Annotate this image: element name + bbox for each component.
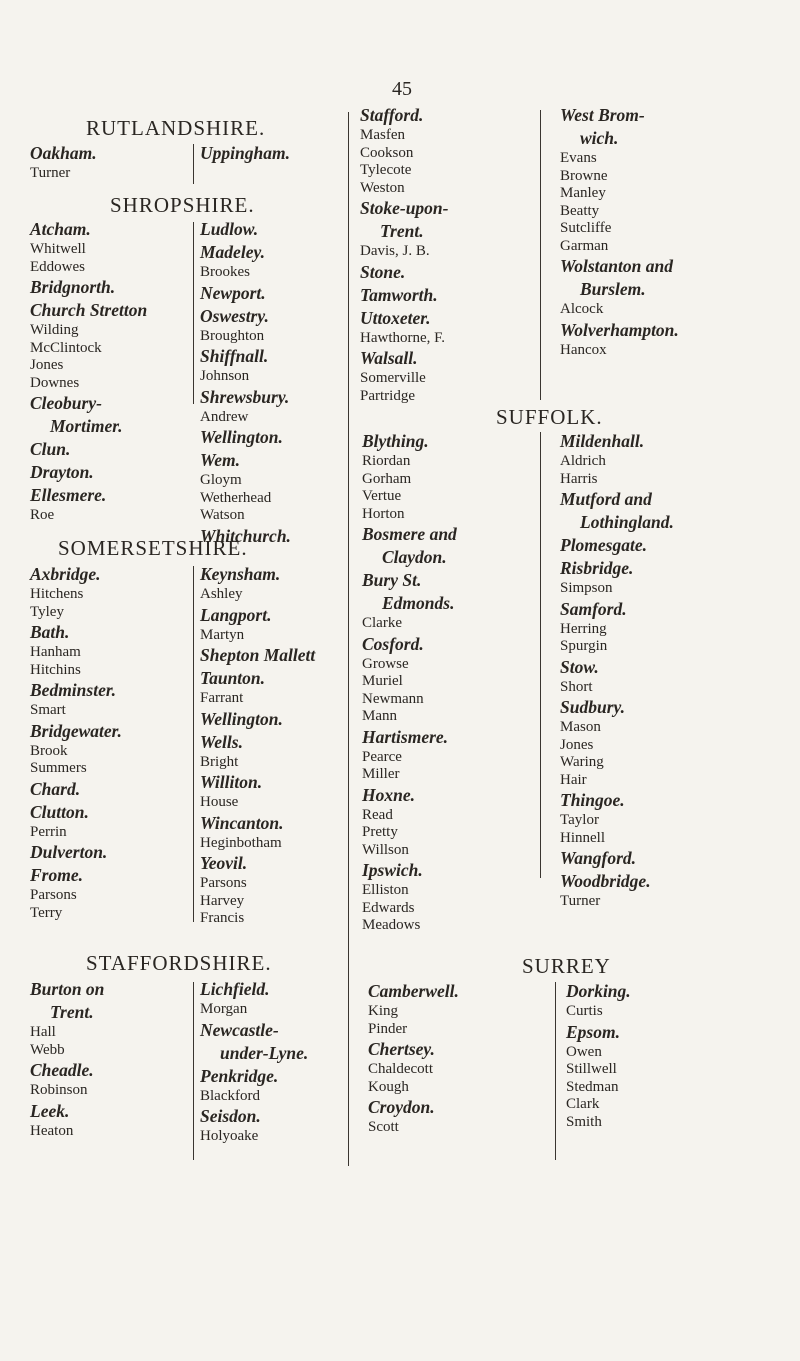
- district-name: Bridgewater.: [30, 720, 122, 741]
- surname: Pinder: [368, 1020, 408, 1037]
- surname: Sutcliffe: [560, 220, 612, 236]
- surname: Perrin: [30, 823, 67, 840]
- page-column-rule: [348, 112, 349, 1166]
- district-name: Samford.: [560, 598, 627, 619]
- surname: Blackford: [200, 1087, 260, 1104]
- column-rule: [193, 566, 194, 922]
- stafford-left-column: [30, 978, 104, 1140]
- district-name: Frome.: [30, 865, 83, 885]
- surname: Hinnell: [560, 829, 605, 846]
- rutland-left-column: [30, 142, 97, 183]
- district-name: Cleobury-: [30, 393, 102, 413]
- surname: Ashley: [200, 586, 243, 602]
- district-name: Wincanton.: [200, 812, 284, 833]
- district-name: Chertsey.: [368, 1039, 435, 1059]
- district-name: Epsom.: [566, 1021, 620, 1042]
- surname: Gloym: [200, 472, 242, 488]
- district-name: Taunton.: [200, 668, 266, 688]
- surname: Robinson: [30, 1082, 88, 1098]
- surname: Francis: [200, 910, 245, 926]
- surname: Summers: [30, 760, 87, 776]
- surname: Waring: [560, 754, 604, 770]
- district-name: Lichfield.: [200, 979, 270, 999]
- surname: Meadows: [362, 917, 421, 933]
- surname: Beatty: [560, 202, 600, 219]
- district-name: Bath.: [30, 622, 70, 642]
- district-name: Madeley.: [200, 242, 265, 262]
- surname: Pretty: [362, 824, 398, 840]
- surname: Elliston: [362, 882, 409, 898]
- surname: Andrew: [200, 408, 249, 425]
- surname: Harvey: [200, 892, 245, 909]
- district-name: Keynsham.: [200, 564, 281, 584]
- surname: Stillwell: [566, 1061, 617, 1077]
- surname: Hair: [560, 771, 587, 788]
- county-heading-somerset: SOMERSETSHIRE.: [58, 536, 248, 560]
- district-name: Axbridge.: [30, 564, 101, 584]
- district-name: Lothingland.: [580, 512, 674, 532]
- surname: Parsons: [200, 875, 247, 891]
- surname: Jones: [560, 736, 594, 753]
- district-name: Stow.: [560, 656, 599, 677]
- surname: Farrant: [200, 690, 244, 706]
- county-heading-suffolk: SUFFOLK.: [496, 405, 603, 429]
- surname: Taylor: [560, 812, 599, 828]
- surname: Miller: [362, 766, 400, 782]
- surname: Smith: [566, 1113, 602, 1130]
- district-name: Langport.: [200, 604, 272, 625]
- district-name: Ellesmere.: [30, 485, 107, 505]
- surname: Clark: [566, 1096, 600, 1112]
- surname: Hancox: [560, 341, 607, 358]
- stafford-col4: [560, 104, 679, 359]
- stafford-col3: [360, 104, 448, 405]
- surname: King: [368, 1003, 398, 1019]
- surname: Herring: [560, 620, 607, 637]
- somerset-left-column: [30, 563, 122, 922]
- surname: Alcock: [560, 301, 604, 317]
- surname: Hitchens: [30, 586, 84, 602]
- district-name: Whitchurch.: [200, 525, 291, 546]
- surname: Webb: [30, 1041, 65, 1058]
- surname: Parsons: [30, 887, 77, 903]
- surname: Davis, J. B.: [360, 243, 430, 259]
- surname: Short: [560, 678, 593, 695]
- district-name: Shepton Mallett: [200, 645, 316, 665]
- surname: Morgan: [200, 1001, 248, 1017]
- district-name: Stone.: [360, 261, 406, 282]
- district-name: Bury St.: [362, 570, 422, 590]
- surname: Wilding: [30, 322, 79, 338]
- surname: Somerville: [360, 370, 426, 386]
- surname: Heginbotham: [200, 834, 282, 851]
- county-heading-rutland: RUTLANDSHIRE.: [86, 116, 266, 140]
- district-name: Penkridge.: [200, 1065, 279, 1086]
- surname: Chaldecott: [368, 1061, 433, 1077]
- district-name: Woodbridge.: [560, 871, 651, 891]
- surrey-left-column: [368, 980, 459, 1137]
- rutland-right-column: [200, 142, 290, 165]
- district-name: Yeovil.: [200, 853, 248, 873]
- suffolk-left-column: [362, 430, 457, 935]
- surname: Brookes: [200, 264, 250, 280]
- district-name: Leek.: [30, 1100, 70, 1121]
- district-name: Church Stretton: [30, 300, 148, 320]
- surname: Pearce: [362, 748, 402, 765]
- stafford-right-column: [200, 978, 308, 1146]
- district-name: Mortimer.: [50, 416, 123, 436]
- surname: Johnson: [200, 368, 250, 384]
- district-name: Wellington.: [200, 708, 283, 729]
- district-name: Bedminster.: [30, 680, 117, 700]
- district-name: Wellington.: [200, 427, 283, 447]
- surname: Martyn: [200, 626, 245, 643]
- surname: Bright: [200, 753, 239, 770]
- surname: Tylecote: [360, 162, 412, 178]
- district-name: Wolstanton and: [560, 256, 673, 276]
- district-name: under-Lyne.: [220, 1042, 309, 1063]
- district-name: Bridgnorth.: [30, 277, 116, 297]
- surname: Mann: [362, 708, 397, 724]
- surname: Turner: [560, 893, 601, 909]
- surname: Heaton: [30, 1122, 74, 1139]
- surname: Hitchins: [30, 661, 81, 678]
- surname: Willson: [362, 841, 409, 858]
- surname: Smart: [30, 702, 66, 718]
- column-rule: [540, 110, 541, 400]
- surname: Hanham: [30, 644, 81, 660]
- surname: Growse: [362, 655, 409, 672]
- district-name: Ipswich.: [362, 860, 423, 880]
- column-rule: [193, 144, 194, 184]
- district-name: Blything.: [362, 431, 429, 451]
- surname: House: [200, 794, 239, 810]
- district-name: Thingoe.: [560, 790, 625, 810]
- district-name: Oswestry.: [200, 305, 269, 326]
- surname: Spurgin: [560, 638, 608, 654]
- district-name: Chard.: [30, 778, 81, 799]
- district-name: Stafford.: [360, 105, 424, 125]
- surname: Stedman: [566, 1078, 619, 1095]
- suffolk-right-column: [560, 430, 674, 911]
- district-name: Wolverhampton.: [560, 319, 679, 340]
- surname: Holyoake: [200, 1128, 259, 1144]
- somerset-right-column: [200, 563, 315, 928]
- surname: Hall: [30, 1024, 56, 1040]
- surname: Manley: [560, 185, 606, 201]
- county-heading-surrey: SURREY: [522, 954, 611, 978]
- surname: Vertue: [362, 488, 402, 504]
- district-name: Burton on: [30, 979, 105, 999]
- surname: Clarke: [362, 615, 402, 631]
- district-name: Claydon.: [382, 547, 447, 567]
- district-name: Edmonds.: [382, 593, 455, 613]
- district-name: Atcham.: [30, 219, 91, 239]
- district-name: Dorking.: [566, 981, 631, 1001]
- surname: Cookson: [360, 144, 414, 161]
- district-name: Williton.: [200, 772, 263, 792]
- surname: Terry: [30, 904, 63, 921]
- surname: Hawthorne, F.: [360, 329, 446, 346]
- surname: Curtis: [566, 1003, 603, 1019]
- surname: Harris: [560, 470, 598, 487]
- surname: Newmann: [362, 690, 424, 707]
- column-rule: [193, 982, 194, 1160]
- surname: Simpson: [560, 580, 613, 596]
- county-heading-shropshire: SHROPSHIRE.: [110, 193, 255, 217]
- surname: Partridge: [360, 387, 415, 404]
- district-name: Seisdon.: [200, 1106, 261, 1126]
- district-name: Trent.: [50, 1002, 94, 1022]
- surname: Horton: [362, 505, 405, 522]
- district-name: Mildenhall.: [560, 431, 645, 451]
- surname: Downes: [30, 374, 80, 391]
- district-name: Hartismere.: [362, 726, 449, 747]
- district-name: Tamworth.: [360, 284, 438, 305]
- surname: Edwards: [362, 899, 415, 916]
- surrey-right-column: [566, 980, 631, 1131]
- surname: Eddowes: [30, 258, 85, 275]
- district-name: Cheadle.: [30, 1060, 94, 1080]
- district-name: Mutford and: [560, 489, 652, 509]
- surname: Wetherhead: [200, 489, 272, 506]
- district-name: Ludlow.: [200, 219, 259, 239]
- district-name: Uttoxeter.: [360, 307, 431, 328]
- district-name: Wem.: [200, 450, 241, 470]
- column-rule: [555, 982, 556, 1160]
- district-name: Cosford.: [362, 633, 424, 654]
- district-name: Clun.: [30, 439, 71, 459]
- district-name: Shiffnall.: [200, 346, 269, 366]
- district-name: Bosmere and: [362, 524, 457, 544]
- district-name: Hoxne.: [362, 784, 415, 805]
- surname: Brook: [30, 742, 68, 759]
- surname: Roe: [30, 507, 55, 523]
- district-name: Drayton.: [30, 462, 94, 482]
- district-name: Trent.: [380, 221, 424, 241]
- district-name: Newport.: [200, 282, 266, 303]
- surname: Gorham: [362, 470, 412, 487]
- surname: Scott: [368, 1119, 399, 1135]
- county-heading-stafford: STAFFORDSHIRE.: [86, 951, 272, 975]
- page-number: 45: [392, 78, 412, 100]
- district-name: Stoke-upon-: [360, 198, 449, 218]
- district-name: Plomesgate.: [560, 535, 647, 555]
- shropshire-right-column: [200, 218, 291, 548]
- district-name: Dulverton.: [30, 842, 108, 862]
- surname: Mason: [560, 719, 601, 735]
- surname: Garman: [560, 237, 609, 254]
- surname: Riordan: [362, 453, 411, 469]
- column-rule: [540, 432, 541, 878]
- district-name: Uppingham.: [200, 143, 290, 163]
- district-name: Burslem.: [580, 279, 646, 299]
- district-name: wich.: [580, 128, 619, 148]
- surname: Browne: [560, 167, 608, 184]
- district-name: Wangford.: [560, 848, 637, 868]
- surname: Masfen: [360, 127, 405, 143]
- district-name: Clutton.: [30, 801, 89, 822]
- district-name: Sudbury.: [560, 697, 626, 717]
- surname: Aldrich: [560, 453, 606, 469]
- district-name: Risbridge.: [560, 558, 634, 578]
- surname: Read: [362, 806, 393, 823]
- surname: Muriel: [362, 673, 403, 689]
- surname: Watson: [200, 507, 245, 523]
- district-name: Newcastle-: [200, 1019, 279, 1040]
- surname: Turner: [30, 165, 71, 181]
- surname: Evans: [560, 150, 597, 166]
- surname: Weston: [360, 179, 405, 196]
- district-name: Walsall.: [360, 348, 418, 368]
- surname: Whitwell: [30, 241, 86, 257]
- shropshire-left-column: [30, 218, 147, 525]
- district-name: Croydon.: [368, 1097, 435, 1117]
- district-name: Camberwell.: [368, 981, 459, 1001]
- district-name: West Brom-: [560, 105, 645, 125]
- district-name: Wells.: [200, 731, 243, 752]
- surname: Broughton: [200, 327, 265, 344]
- district-name: Shrewsbury.: [200, 386, 290, 407]
- surname: McClintock: [30, 339, 102, 356]
- surname: Owen: [566, 1043, 602, 1060]
- district-name: Oakham.: [30, 143, 97, 163]
- column-rule: [193, 222, 194, 404]
- surname: Jones: [30, 357, 64, 373]
- surname: Tyley: [30, 603, 64, 620]
- surname: Kough: [368, 1078, 409, 1095]
